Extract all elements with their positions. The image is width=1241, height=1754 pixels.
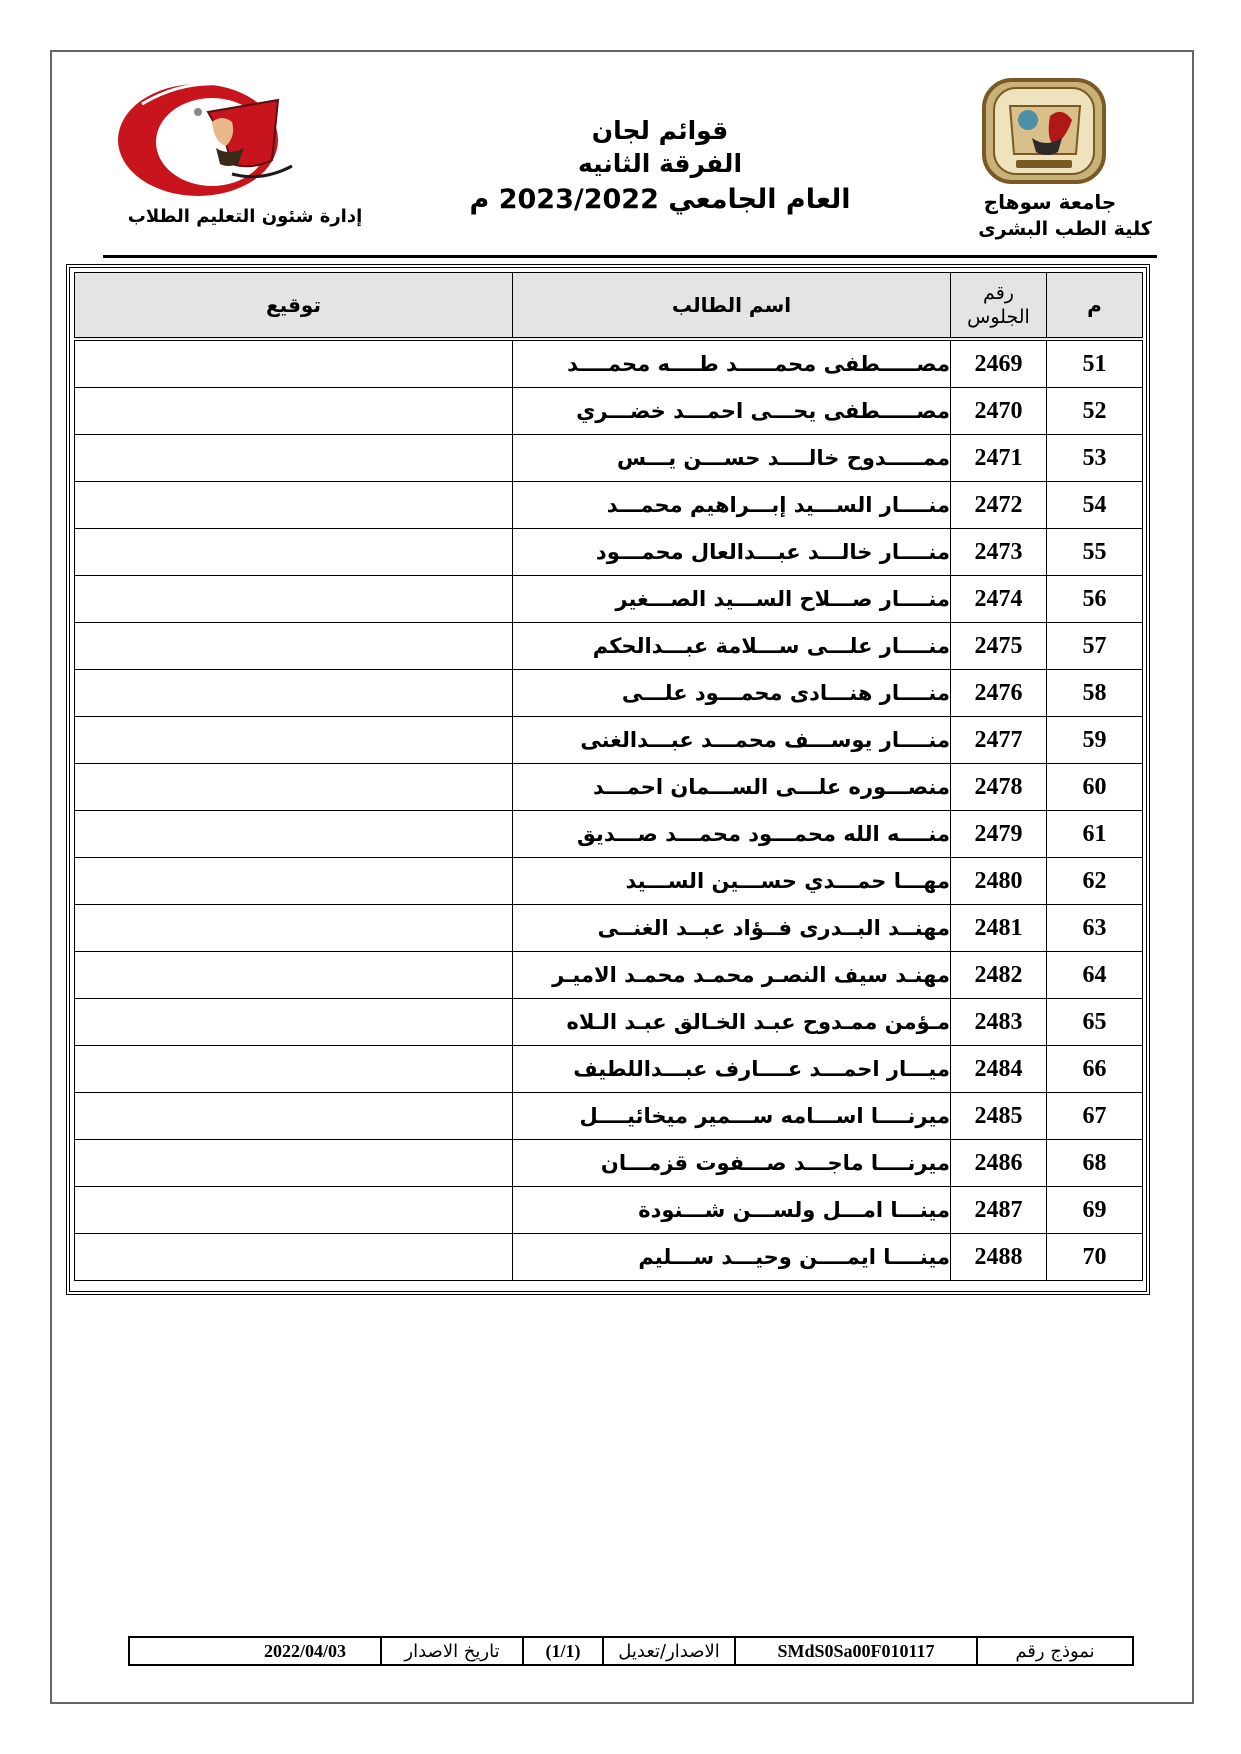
- signature-cell: [75, 717, 513, 764]
- form-footer: [128, 1636, 1134, 1666]
- header-seat-number: [951, 273, 1047, 340]
- seat-number: 2479: [951, 811, 1047, 858]
- seat-number: 2473: [951, 529, 1047, 576]
- signature-cell: [75, 529, 513, 576]
- signature-cell: [75, 339, 513, 388]
- seat-number: 2485: [951, 1093, 1047, 1140]
- seat-number: 2484: [951, 1046, 1047, 1093]
- table-row: [75, 905, 1143, 952]
- student-name: مينــــا ايمــــن وحيـــد ســـليم: [513, 1234, 951, 1281]
- student-name: منــــار علـــى ســـلامة عبـــدالحكم: [513, 623, 951, 670]
- sohag-university-seal: [980, 76, 1108, 186]
- signature-cell: [75, 388, 513, 435]
- row-index: 63: [1047, 905, 1143, 952]
- row-index: 56: [1047, 576, 1143, 623]
- seat-number: 2476: [951, 670, 1047, 717]
- row-index: 55: [1047, 529, 1143, 576]
- document-title: [440, 114, 880, 220]
- row-index: 67: [1047, 1093, 1143, 1140]
- department-name: إدارة شئون التعليم الطلاب: [127, 206, 363, 227]
- student-name: مهنـد سيف النصـر محمـد محمـد الاميـر: [513, 952, 951, 999]
- table-row: [75, 1234, 1143, 1281]
- seat-number: 2472: [951, 482, 1047, 529]
- table-header-row: [75, 273, 1143, 340]
- row-index: 51: [1047, 339, 1143, 388]
- table-row: [75, 1093, 1143, 1140]
- signature-cell: [75, 1187, 513, 1234]
- seat-number: 2483: [951, 999, 1047, 1046]
- table-row: [75, 1140, 1143, 1187]
- roster-table: [74, 272, 1143, 1281]
- student-name: منــــار صـــلاح الســـيد الصـــغير: [513, 576, 951, 623]
- table-row: [75, 999, 1143, 1046]
- table-row: [75, 529, 1143, 576]
- signature-cell: [75, 858, 513, 905]
- table-row: [75, 670, 1143, 717]
- table-row: [75, 623, 1143, 670]
- issue-date-label: تاريخ الاصدار: [380, 1638, 522, 1664]
- header-student-name: اسم الطالب: [513, 273, 951, 340]
- row-index: 60: [1047, 764, 1143, 811]
- seat-number: 2488: [951, 1234, 1047, 1281]
- row-index: 53: [1047, 435, 1143, 482]
- signature-cell: [75, 623, 513, 670]
- table-row: [75, 339, 1143, 388]
- student-name: منــــار يوســـف محمـــد عبـــدالغنى: [513, 717, 951, 764]
- row-index: 65: [1047, 999, 1143, 1046]
- student-name: ممـــــدوح خالــــد حســـن يـــس: [513, 435, 951, 482]
- signature-cell: [75, 1234, 513, 1281]
- form-number-label: نموذج رقم: [976, 1638, 1132, 1664]
- signature-cell: [75, 576, 513, 623]
- version-value: (1/1): [522, 1638, 602, 1664]
- student-name: مينـــا امـــل ولســـن شـــنودة: [513, 1187, 951, 1234]
- title-line-2: الفرقة الثانيه: [577, 149, 743, 178]
- seat-number: 2471: [951, 435, 1047, 482]
- table-row: [75, 1046, 1143, 1093]
- student-name: ميرنــــا اســـامه ســـمير ميخائيــــل: [513, 1093, 951, 1140]
- student-name: مهـــا حمـــدي حســـين الســـيد: [513, 858, 951, 905]
- seat-number: 2486: [951, 1140, 1047, 1187]
- row-index: 68: [1047, 1140, 1143, 1187]
- table-row: [75, 388, 1143, 435]
- signature-cell: [75, 482, 513, 529]
- table-row: [75, 1187, 1143, 1234]
- issue-date-value: 2022/04/03: [264, 1640, 347, 1661]
- seat-number: 2469: [951, 339, 1047, 388]
- student-name: ميـــار احمـــد عــــارف عبـــداللطيف: [513, 1046, 951, 1093]
- version-label: الاصدار/تعديل: [602, 1638, 734, 1664]
- table-row: [75, 576, 1143, 623]
- signature-cell: [75, 764, 513, 811]
- seat-number: 2475: [951, 623, 1047, 670]
- row-index: 64: [1047, 952, 1143, 999]
- seat-number: 2487: [951, 1187, 1047, 1234]
- table-row: [75, 811, 1143, 858]
- signature-cell: [75, 435, 513, 482]
- seat-number: 2480: [951, 858, 1047, 905]
- header-seat-line2: الجلوس: [967, 306, 1030, 328]
- row-index: 57: [1047, 623, 1143, 670]
- student-name: ميرنــــا ماجـــد صـــفوت قزمـــان: [513, 1140, 951, 1187]
- student-name: مهنــد البــدرى فــؤاد عبــد الغنــى: [513, 905, 951, 952]
- roster-table-frame: [66, 264, 1150, 1295]
- row-index: 52: [1047, 388, 1143, 435]
- table-row: [75, 952, 1143, 999]
- row-index: 62: [1047, 858, 1143, 905]
- faculty-name: كلية الطب البشرى: [978, 218, 1152, 240]
- table-row: [75, 764, 1143, 811]
- seat-number: 2474: [951, 576, 1047, 623]
- signature-cell: [75, 1093, 513, 1140]
- seat-number: 2481: [951, 905, 1047, 952]
- seat-number: 2478: [951, 764, 1047, 811]
- row-index: 70: [1047, 1234, 1143, 1281]
- university-name: جامعة سوهاج: [983, 190, 1117, 214]
- header-index: م: [1047, 273, 1143, 340]
- row-index: 66: [1047, 1046, 1143, 1093]
- header-divider: [103, 255, 1157, 258]
- signature-cell: [75, 1046, 513, 1093]
- row-index: 59: [1047, 717, 1143, 764]
- signature-cell: [75, 811, 513, 858]
- table-row: [75, 435, 1143, 482]
- title-line-1: قوائم لجان: [591, 116, 729, 145]
- title-line-3: العام الجامعي 2023/2022 م: [469, 184, 851, 215]
- student-name: منــــه الله محمـــود محمـــد صـــديق: [513, 811, 951, 858]
- signature-cell: [75, 670, 513, 717]
- form-number-value: SMdS0Sa00F010117: [734, 1638, 976, 1664]
- seat-number: 2470: [951, 388, 1047, 435]
- student-name: مصـــــطفى محمـــــد طــــه محمــــد: [513, 339, 951, 388]
- student-name: منصـــوره علـــى الســـمان احمـــد: [513, 764, 951, 811]
- student-name: مـؤمن ممـدوح عبـد الخـالق عبـد الـلاه: [513, 999, 951, 1046]
- row-index: 54: [1047, 482, 1143, 529]
- signature-cell: [75, 1140, 513, 1187]
- table-row: [75, 717, 1143, 764]
- student-name: منــــار هنـــادى محمـــود علـــى: [513, 670, 951, 717]
- seat-number: 2477: [951, 717, 1047, 764]
- signature-cell: [75, 952, 513, 999]
- header-seat-line1: رقم: [983, 282, 1014, 304]
- faculty-of-medicine-logo: [112, 78, 312, 200]
- table-row: [75, 482, 1143, 529]
- row-index: 61: [1047, 811, 1143, 858]
- header-signature: توقيع: [75, 273, 513, 340]
- table-row: [75, 858, 1143, 905]
- signature-cell: [75, 905, 513, 952]
- signature-cell: [75, 999, 513, 1046]
- seat-number: 2482: [951, 952, 1047, 999]
- student-name: منــــار الســـيد إبـــراهيم محمـــد: [513, 482, 951, 529]
- student-name: مصـــــطفى يحـــى احمـــد خضـــري: [513, 388, 951, 435]
- row-index: 58: [1047, 670, 1143, 717]
- student-name: منــــار خالـــد عبـــدالعال محمـــود: [513, 529, 951, 576]
- row-index: 69: [1047, 1187, 1143, 1234]
